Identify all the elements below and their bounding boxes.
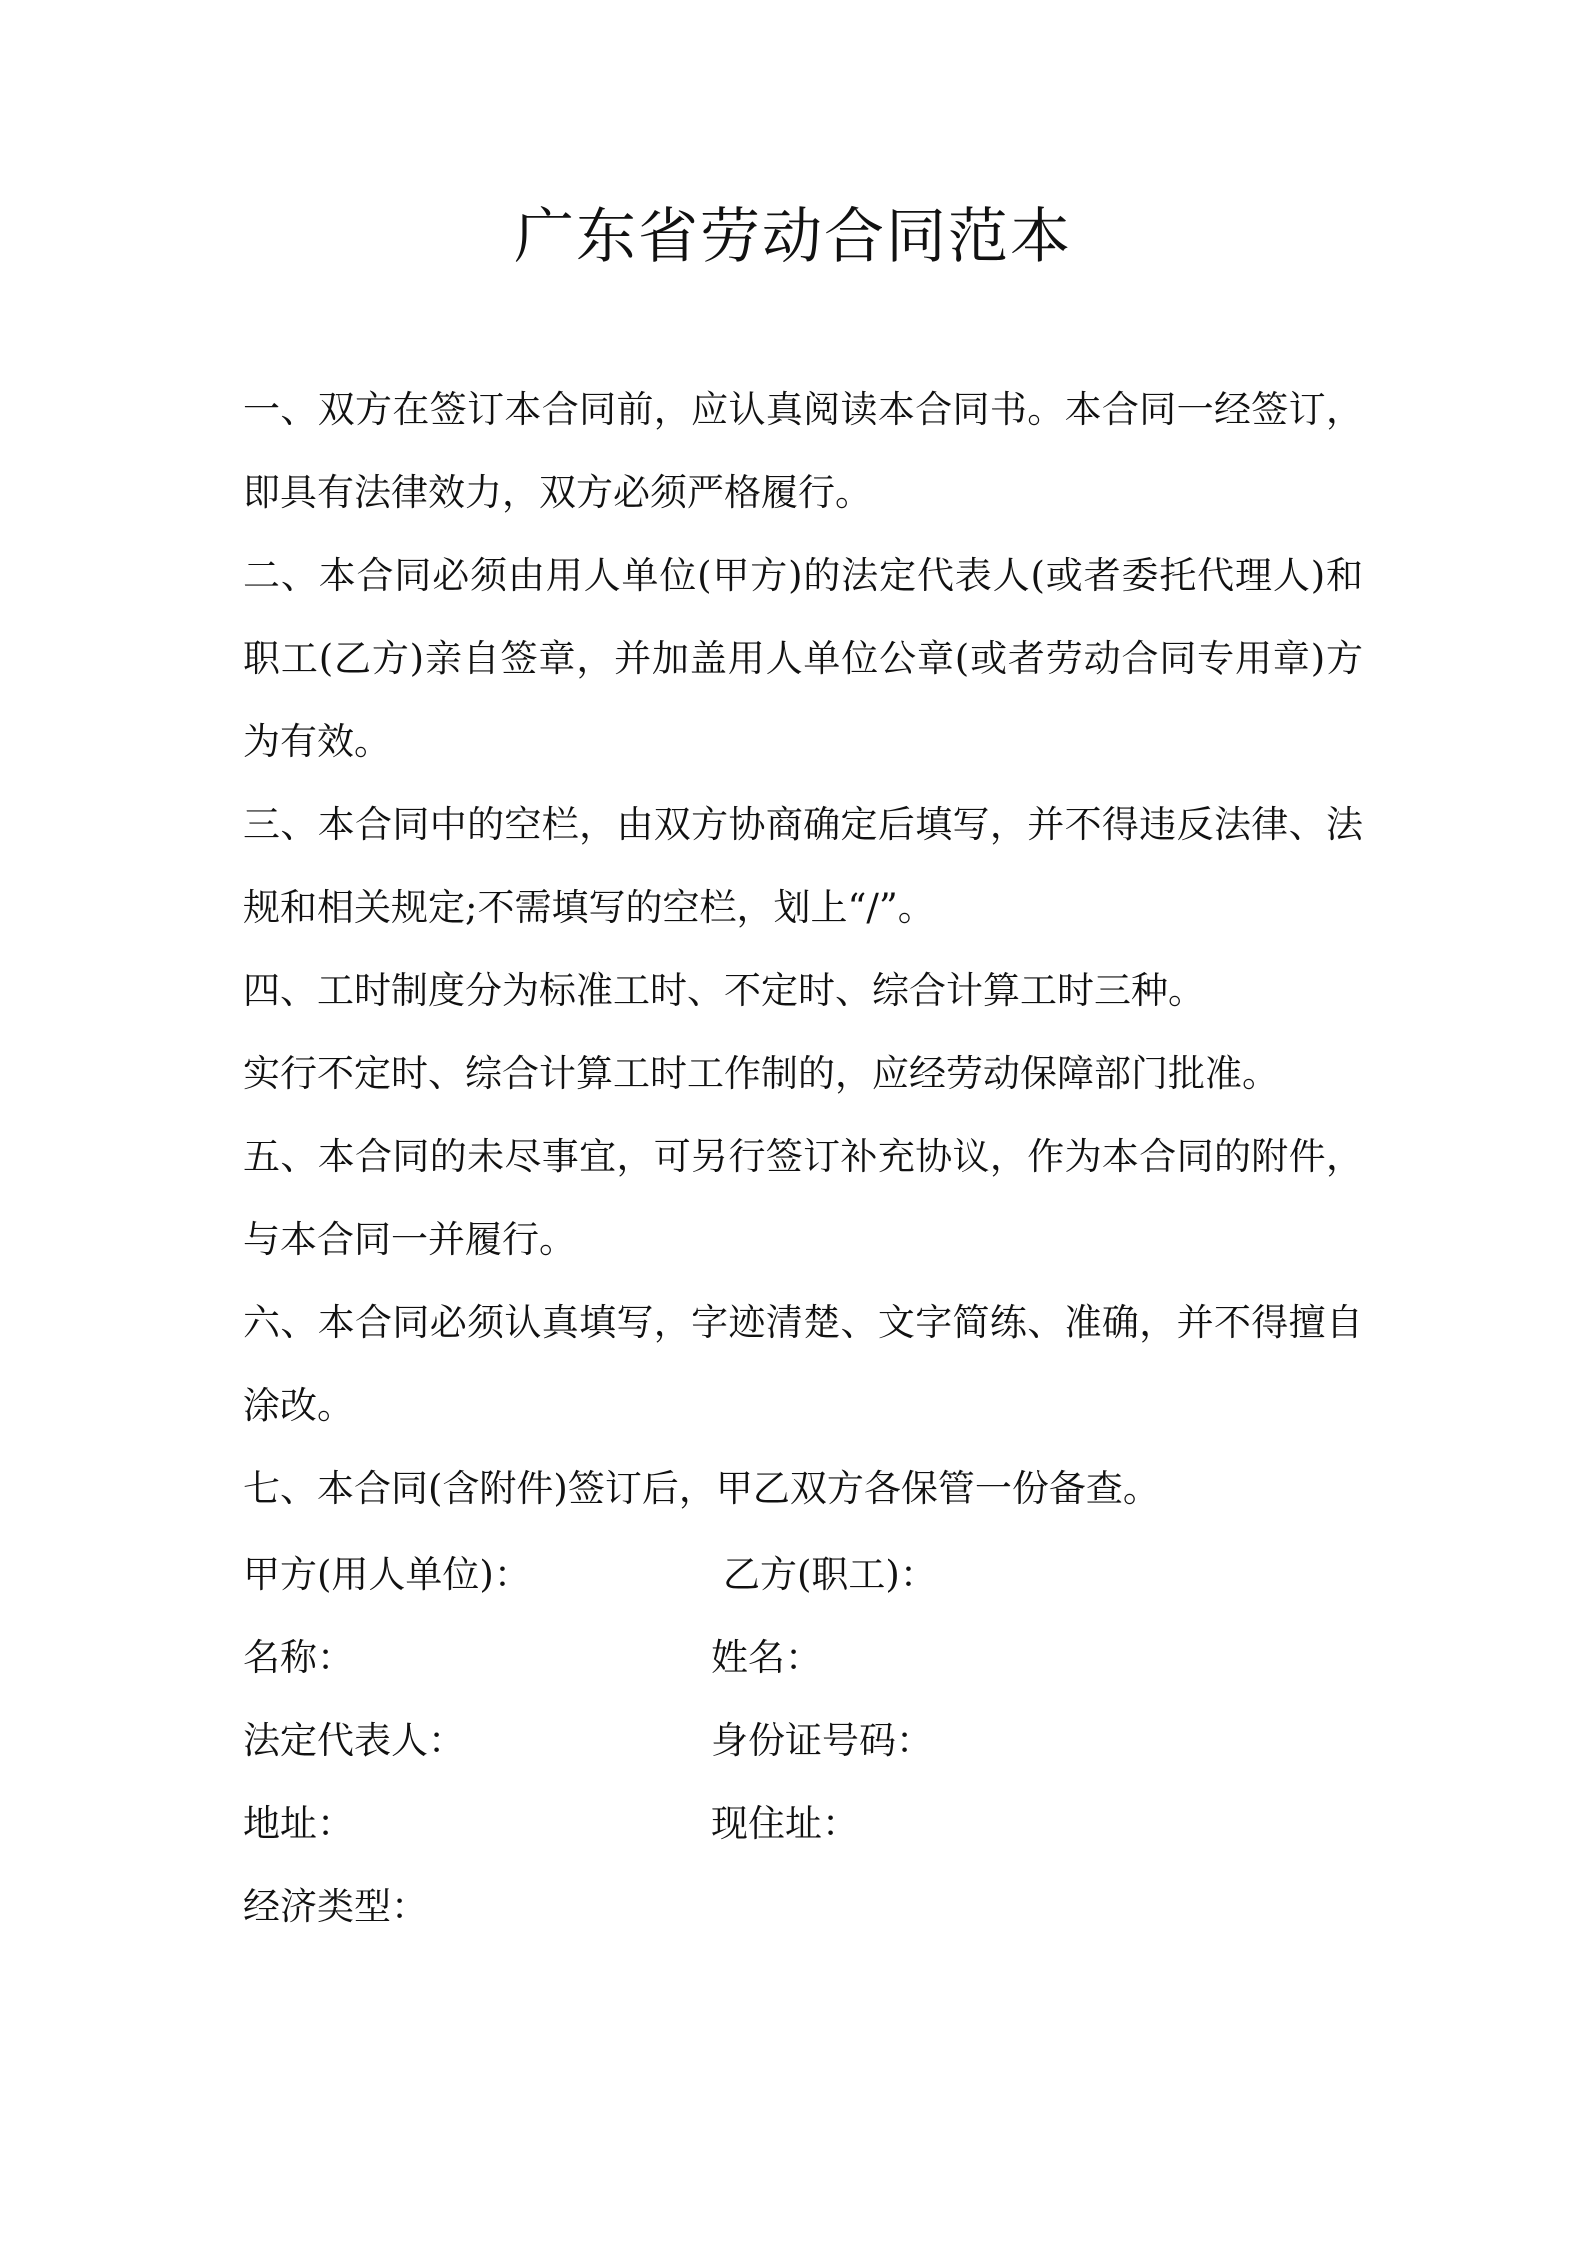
paragraph-line: 五、本合同的未尽事宜，可另行签订补充协议，作为本合同的附件，: [243, 1135, 1363, 1178]
paragraph-line: 实行不定时、综合计算工时工作制的，应经劳动保障部门批准。: [243, 1052, 1279, 1095]
party-a-heading: 甲方(用人单位)：: [243, 1553, 531, 1596]
party-b-address-label: 现住址：: [711, 1802, 859, 1845]
paragraph-line: 与本合同一并履行。: [243, 1218, 576, 1261]
paragraph-line: 六、本合同必须认真填写，字迹清楚、文字简练、准确，并不得擅自: [243, 1301, 1363, 1344]
party-a-address-label: 地址：: [243, 1802, 354, 1845]
party-a-rep-label: 法定代表人：: [243, 1719, 465, 1762]
signature-econ-row: [243, 1865, 1363, 1948]
paragraph-line: 涂改。: [243, 1384, 354, 1427]
signature-address-row: [243, 1782, 1363, 1865]
paragraph-line: 三、本合同中的空栏，由双方协商确定后填写，并不得违反法律、法: [243, 803, 1363, 846]
signature-block: [243, 1533, 1363, 1948]
paragraph-line: 规和相关规定;不需填写的空栏，划上“/”。: [243, 886, 935, 929]
party-a-econ-type-label: 经济类型：: [243, 1885, 428, 1928]
paragraph-line: 职工(乙方)亲自签章，并加盖用人单位公章(或者劳动合同专用章)方: [243, 637, 1363, 680]
document-title: 广东省劳动合同范本: [514, 202, 1072, 272]
signature-rep-row: [243, 1699, 1363, 1782]
party-b-id-label: 身份证号码：: [711, 1719, 933, 1762]
contract-notes: [243, 368, 1363, 1530]
party-b-heading: 乙方(职工)：: [723, 1553, 937, 1596]
paragraph-line: 四、工时制度分为标准工时、不定时、综合计算工时三种。: [243, 969, 1205, 1012]
paragraph-line: 七、本合同(含附件)签订后，甲乙双方各保管一份备查。: [243, 1467, 1160, 1510]
signature-heading-row: [243, 1533, 1363, 1616]
paragraph-line: 二、本合同必须由用人单位(甲方)的法定代表人(或者委托代理人)和: [243, 554, 1363, 597]
party-b-name-label: 姓名：: [711, 1636, 822, 1679]
party-a-name-label: 名称：: [243, 1636, 354, 1679]
paragraph-line: 为有效。: [243, 720, 391, 763]
paragraph-line: 即具有法律效力，双方必须严格履行。: [243, 471, 872, 514]
signature-name-row: [243, 1616, 1363, 1699]
paragraph-line: 一、双方在签订本合同前，应认真阅读本合同书。本合同一经签订，: [243, 388, 1363, 431]
